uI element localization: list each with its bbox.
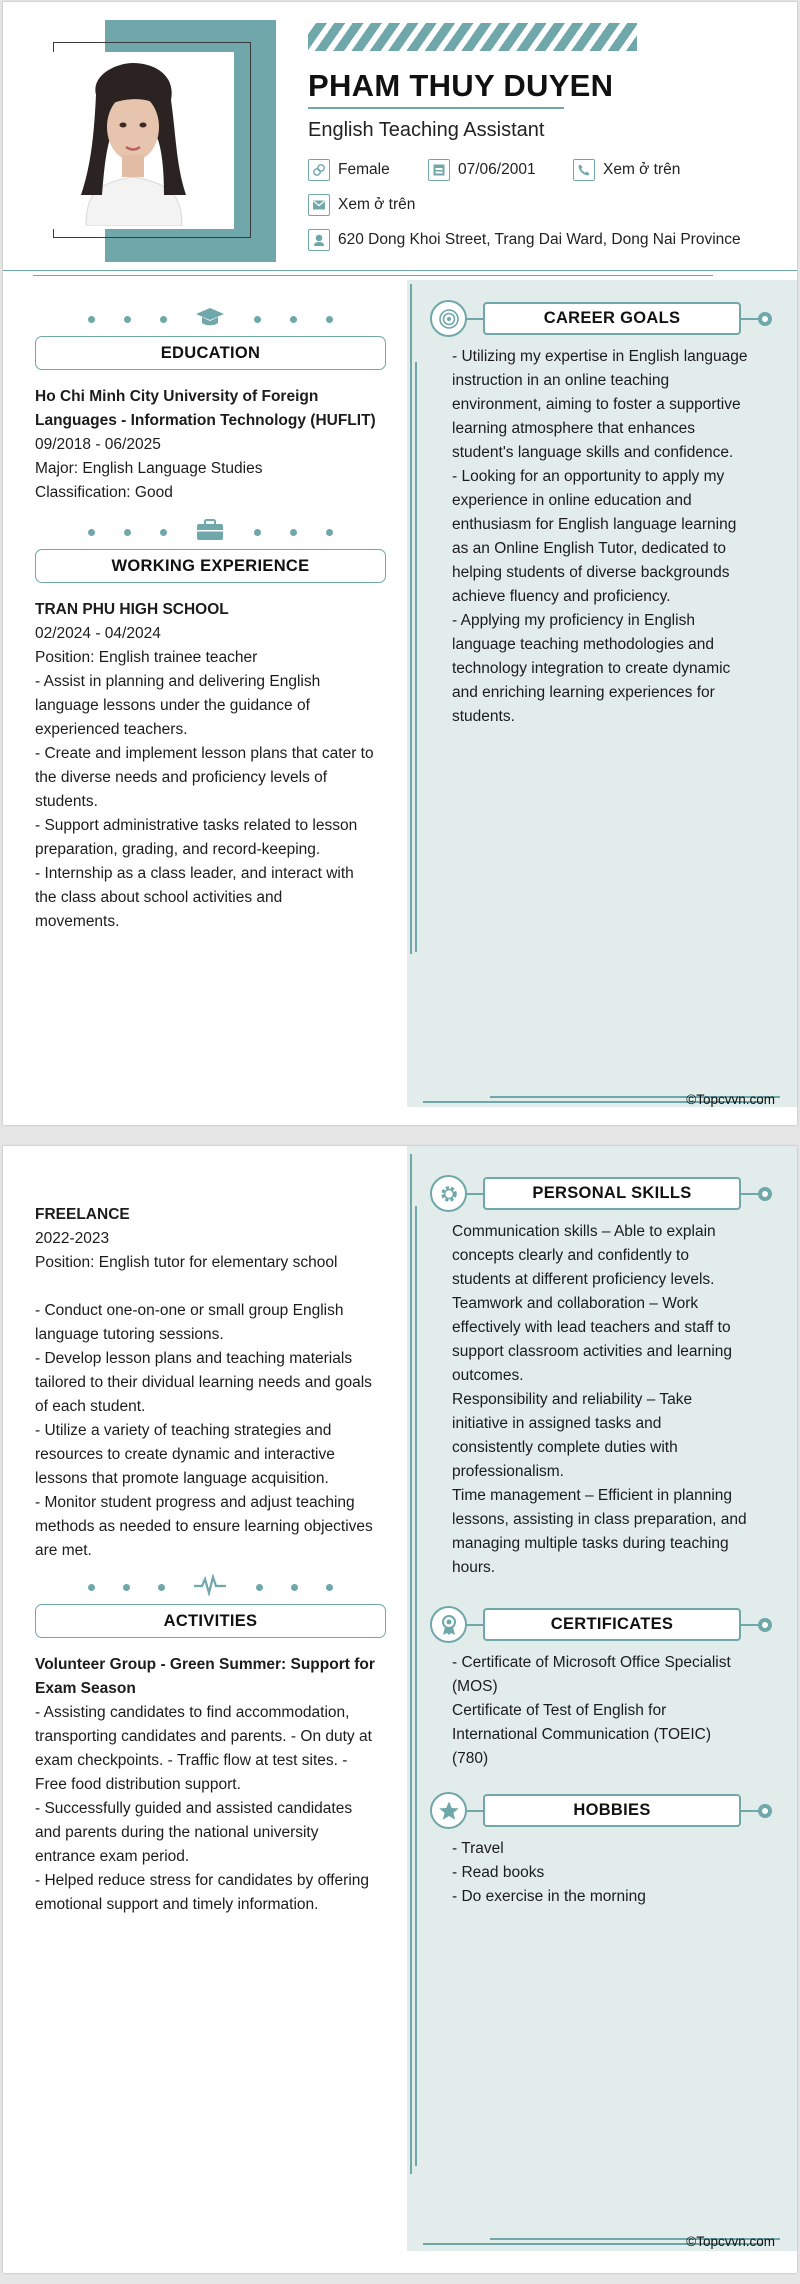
location-pin-icon bbox=[308, 229, 330, 251]
job1-line: - Support administrative tasks related to lesson bbox=[35, 817, 358, 834]
phone-icon bbox=[573, 159, 595, 181]
email-icon bbox=[308, 194, 330, 216]
personal-skills-header bbox=[430, 1174, 772, 1214]
activity-line: - Successfully guided and assisted candidates bbox=[35, 1800, 353, 1817]
skill-line: managing multiple tasks during teaching bbox=[452, 1535, 729, 1552]
certificate-line: (780) bbox=[452, 1750, 489, 1767]
career-goals-header bbox=[430, 299, 772, 339]
career-goal-line: students. bbox=[452, 708, 515, 725]
job1-line: preparation, grading, and record-keeping. bbox=[35, 841, 321, 858]
skill-line: lessons, assisting in class preparation, and bbox=[452, 1511, 747, 1528]
activities-divider bbox=[88, 1574, 333, 1600]
star-icon bbox=[430, 1792, 467, 1829]
activity-title: Volunteer Group - Green Summer: Support for bbox=[35, 1656, 375, 1673]
graduation-cap-icon bbox=[195, 306, 225, 333]
right-panel-line bbox=[415, 362, 417, 952]
activity-line: Free food distribution support. bbox=[35, 1776, 241, 1793]
skill-line: support classroom activities and learning bbox=[452, 1343, 732, 1360]
education-content bbox=[35, 385, 395, 505]
job1-line: language lessons under the guidance of bbox=[35, 697, 310, 714]
career-goal-line: experience in online education and bbox=[452, 492, 692, 509]
cv-page-1 bbox=[3, 2, 797, 1125]
job1-line: - Assist in planning and delivering English bbox=[35, 673, 321, 690]
hobby-item: - Travel bbox=[452, 1840, 504, 1857]
activity-line: - Helped reduce stress for candidates by offering bbox=[35, 1872, 370, 1889]
job1-line: the class about school activities and bbox=[35, 889, 283, 906]
certificates-content bbox=[452, 1651, 759, 1771]
skill-line: Responsibility and reliability – Take bbox=[452, 1391, 693, 1408]
career-goal-line: instruction in an online teaching bbox=[452, 372, 670, 389]
activity-line: exam checkpoints. - Traffic flow at test sites. - bbox=[35, 1752, 348, 1769]
career-goal-line: language teaching methodologies and bbox=[452, 636, 714, 653]
right-panel-line bbox=[415, 1206, 417, 2166]
skill-line: professionalism. bbox=[452, 1463, 564, 1480]
heartbeat-icon bbox=[193, 1574, 227, 1601]
job1-company: TRAN PHU HIGH SCHOOL bbox=[35, 601, 229, 618]
briefcase-icon bbox=[196, 519, 224, 546]
activities-content bbox=[35, 1653, 388, 1917]
target-icon bbox=[430, 300, 467, 337]
activity-line: transporting candidates and parents. - On duty at bbox=[35, 1728, 372, 1745]
header-divider bbox=[3, 270, 797, 271]
activity-line: - Assisting candidates to find accommodation, bbox=[35, 1704, 350, 1721]
certificates-heading: CERTIFICATES bbox=[483, 1608, 741, 1641]
header-divider-secondary bbox=[33, 275, 713, 276]
cv-page-2 bbox=[3, 1146, 797, 2273]
career-goal-line: achieve fluency and proficiency. bbox=[452, 588, 671, 605]
activity-line: emotional support and timely information. bbox=[35, 1896, 319, 1913]
career-goal-line: - Looking for an opportunity to apply my bbox=[452, 468, 725, 485]
experience-job1 bbox=[35, 598, 395, 934]
job2-line: lessons that promote language acquisition. bbox=[35, 1470, 329, 1487]
job2-period: 2022-2023 bbox=[35, 1230, 110, 1247]
career-goal-line: and enriching learning experiences for bbox=[452, 684, 715, 701]
experience-job2 bbox=[35, 1203, 395, 1563]
skill-line: Teamwork and collaboration – Work bbox=[452, 1295, 699, 1312]
right-panel-line bbox=[410, 1154, 412, 2174]
gear-icon bbox=[430, 1175, 467, 1212]
certificate-line: (MOS) bbox=[452, 1678, 498, 1695]
hobby-item: - Do exercise in the morning bbox=[452, 1888, 646, 1905]
skill-line: concepts clearly and confidently to bbox=[452, 1247, 689, 1264]
heading-connector-dot bbox=[758, 312, 772, 326]
calendar-icon bbox=[428, 159, 450, 181]
activity-line: and parents during the national university bbox=[35, 1824, 319, 1841]
job2-company: FREELANCE bbox=[35, 1206, 130, 1223]
profile-photo bbox=[33, 52, 234, 229]
career-goals-heading: CAREER GOALS bbox=[483, 302, 741, 335]
job2-line: are met. bbox=[35, 1542, 92, 1559]
watermark: ©Topcvvn.com bbox=[686, 2234, 775, 2249]
career-goal-line: - Applying my proficiency in English bbox=[452, 612, 695, 629]
certificates-header bbox=[430, 1605, 772, 1645]
education-period: 09/2018 - 06/2025 bbox=[35, 436, 161, 453]
job1-position: Position: English trainee teacher bbox=[35, 649, 258, 666]
certificate-line: - Certificate of Microsoft Office Specialist bbox=[452, 1654, 731, 1671]
hobbies-header bbox=[430, 1791, 772, 1831]
heading-connector-dot bbox=[758, 1187, 772, 1201]
career-goal-line: environment, aiming to foster a supportive bbox=[452, 396, 741, 413]
experience-divider bbox=[88, 519, 333, 545]
activity-title-cont: Exam Season bbox=[35, 1680, 136, 1697]
hobbies-heading: HOBBIES bbox=[483, 1794, 741, 1827]
education-school-cont: Languages - Information Technology (HUFLIT) bbox=[35, 412, 376, 429]
award-medal-icon bbox=[430, 1606, 467, 1643]
activities-heading: ACTIVITIES bbox=[35, 1604, 386, 1638]
job1-line: - Internship as a class leader, and interact with bbox=[35, 865, 354, 882]
hobby-item: - Read books bbox=[452, 1864, 545, 1881]
address-value: 620 Dong Khoi Street, Trang Dai Ward, Dong Nai Province bbox=[338, 231, 741, 248]
gender-icon bbox=[308, 159, 330, 181]
right-panel-line bbox=[410, 284, 412, 954]
skill-line: initiative in assigned tasks and bbox=[452, 1415, 662, 1432]
career-goal-line: learning atmosphere that enhances bbox=[452, 420, 695, 437]
job1-line: - Create and implement lesson plans that cater to bbox=[35, 745, 374, 762]
certificate-line: International Communication (TOEIC) bbox=[452, 1726, 712, 1743]
skill-line: students at different proficiency levels. bbox=[452, 1271, 715, 1288]
job2-line: - Utilize a variety of teaching strategies and bbox=[35, 1422, 332, 1439]
skill-line: hours. bbox=[452, 1559, 496, 1576]
skill-line: Time management – Efficient in planning bbox=[452, 1487, 733, 1504]
heading-connector-dot bbox=[758, 1804, 772, 1818]
job2-line: language tutoring sessions. bbox=[35, 1326, 224, 1343]
experience-heading: WORKING EXPERIENCE bbox=[35, 549, 386, 583]
education-major: Major: English Language Studies bbox=[35, 460, 263, 477]
job1-line: movements. bbox=[35, 913, 120, 930]
job-title: English Teaching Assistant bbox=[308, 119, 545, 141]
education-school: Ho Chi Minh City University of Foreign bbox=[35, 388, 319, 405]
career-goal-line: enthusiasm for English language learning bbox=[452, 516, 737, 533]
job2-line: of each student. bbox=[35, 1398, 146, 1415]
career-goal-line: - Utilizing my expertise in English language bbox=[452, 348, 748, 365]
gender-info bbox=[308, 159, 390, 181]
gender-value: Female bbox=[338, 161, 390, 178]
email-info bbox=[308, 194, 415, 216]
name-underline bbox=[308, 107, 564, 109]
skill-line: effectively with lead teachers and staff to bbox=[452, 1319, 731, 1336]
job1-line: students. bbox=[35, 793, 98, 810]
job1-line: experienced teachers. bbox=[35, 721, 188, 738]
skill-line: Communication skills – Able to explain bbox=[452, 1223, 716, 1240]
job2-line: tailored to their dividual learning needs and goals bbox=[35, 1374, 372, 1391]
candidate-name: PHAM THUY DUYEN bbox=[308, 68, 614, 103]
job2-line: - Develop lesson plans and teaching materials bbox=[35, 1350, 353, 1367]
job2-position: Position: English tutor for elementary school bbox=[35, 1254, 338, 1271]
job1-period: 02/2024 - 04/2024 bbox=[35, 625, 161, 642]
certificate-line: Certificate of Test of English for bbox=[452, 1702, 667, 1719]
career-goal-line: technology integration to create dynamic bbox=[452, 660, 731, 677]
hobbies-content bbox=[452, 1837, 759, 1909]
career-goal-line: as an Online English Tutor, dedicated to bbox=[452, 540, 727, 557]
birthdate-info bbox=[428, 159, 536, 181]
education-heading: EDUCATION bbox=[35, 336, 386, 370]
phone-info bbox=[573, 159, 680, 181]
job1-line: the diverse needs and proficiency levels of bbox=[35, 769, 328, 786]
phone-value: Xem ở trên bbox=[603, 161, 681, 178]
address-info bbox=[308, 229, 741, 251]
job2-line: - Conduct one-on-one or small group English bbox=[35, 1302, 344, 1319]
job2-line: - Monitor student progress and adjust teaching bbox=[35, 1494, 355, 1511]
job2-line: methods as needed to ensure learning objectives bbox=[35, 1518, 373, 1535]
education-divider bbox=[88, 306, 333, 332]
career-goal-line: student's language skills and confidence. bbox=[452, 444, 734, 461]
career-goal-line: helping students of diverse backgrounds bbox=[452, 564, 730, 581]
skill-line: consistently complete duties with bbox=[452, 1439, 678, 1456]
heading-connector-dot bbox=[758, 1618, 772, 1632]
birthdate-value: 07/06/2001 bbox=[458, 161, 536, 178]
header-stripe-decoration bbox=[308, 23, 637, 51]
personal-skills-heading: PERSONAL SKILLS bbox=[483, 1177, 741, 1210]
education-classification: Classification: Good bbox=[35, 484, 173, 501]
email-value: Xem ở trên bbox=[338, 196, 416, 213]
career-goals-content bbox=[452, 345, 759, 729]
activity-line: entrance exam period. bbox=[35, 1848, 190, 1865]
skill-line: outcomes. bbox=[452, 1367, 524, 1384]
job2-line: resources to create dynamic and interactive bbox=[35, 1446, 335, 1463]
personal-skills-content bbox=[452, 1220, 759, 1580]
watermark: ©Topcvvn.com bbox=[686, 1092, 775, 1107]
